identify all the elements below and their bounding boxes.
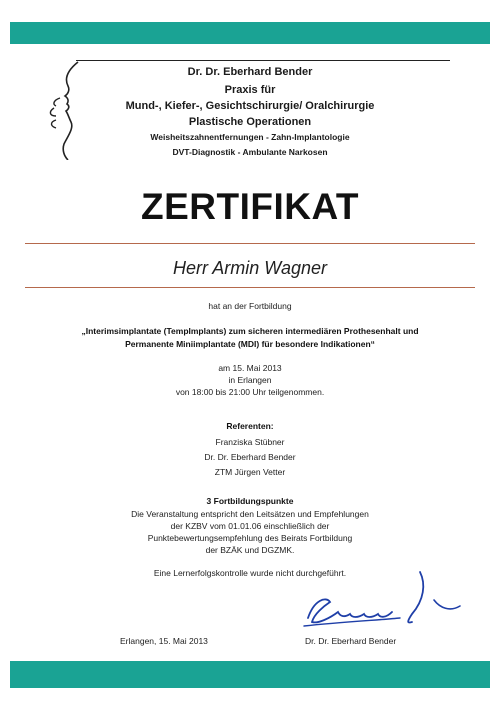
points-line-1: Die Veranstaltung entspricht den Leitsätzen und Empfehlungen bbox=[131, 509, 369, 519]
speaker-2: Dr. Dr. Eberhard Bender bbox=[204, 452, 296, 462]
practice-line-4: Weisheitszahnentfernungen - Zahn-Implantologie bbox=[150, 132, 350, 142]
course-title-line-2: Permanente Miniimplantate (MDI) für besondere Indikationen“ bbox=[125, 339, 375, 349]
speaker-1: Franziska Stübner bbox=[215, 437, 285, 447]
speaker-3: ZTM Jürgen Vetter bbox=[214, 467, 286, 477]
practice-line-1: Praxis für bbox=[224, 84, 276, 96]
practice-line-2: Mund-, Kiefer-, Gesichtschirurgie/ Oralchirurgie bbox=[125, 100, 375, 112]
points-line-2: der KZBV vom 01.01.06 einschließlich der bbox=[170, 521, 330, 531]
course-place: in Erlangen bbox=[228, 375, 272, 385]
course-title-line-1: „Interimsimplantate (TempImplants) zum sicheren intermediären Prothesenhalt und bbox=[81, 326, 419, 336]
course-time: von 18:00 bis 21:00 Uhr teilgenommen. bbox=[175, 387, 325, 397]
place-and-date: Erlangen, 15. Mai 2013 bbox=[120, 636, 208, 646]
practice-name: Dr. Dr. Eberhard Bender bbox=[187, 66, 313, 78]
practice-line-3: Plastische Operationen bbox=[188, 116, 312, 128]
header-rule bbox=[76, 60, 450, 61]
handwritten-signature bbox=[300, 570, 472, 636]
practice-line-5: DVT-Diagnostik - Ambulante Narkosen bbox=[172, 147, 328, 157]
bottom-color-band bbox=[10, 661, 490, 688]
points-heading: 3 Fortbildungspunkte bbox=[206, 496, 294, 506]
certificate-title: ZERTIFIKAT bbox=[140, 186, 360, 227]
recipient-name: Herr Armin Wagner bbox=[172, 258, 328, 278]
rule-above-recipient bbox=[25, 243, 475, 244]
intro-text: hat an der Fortbildung bbox=[208, 301, 292, 311]
rule-below-recipient bbox=[25, 287, 475, 288]
course-date: am 15. Mai 2013 bbox=[218, 363, 282, 373]
points-line-4: der BZÄK und DGZMK. bbox=[205, 545, 295, 555]
points-line-3: Punktebewertungsempfehlung des Beirats Fortbildung bbox=[147, 533, 353, 543]
assessment-note: Eine Lernerfolgskontrolle wurde nicht durchgeführt. bbox=[153, 568, 347, 578]
top-color-band bbox=[10, 22, 490, 44]
speakers-heading: Referenten: bbox=[226, 421, 274, 431]
signatory-name: Dr. Dr. Eberhard Bender bbox=[305, 636, 397, 646]
